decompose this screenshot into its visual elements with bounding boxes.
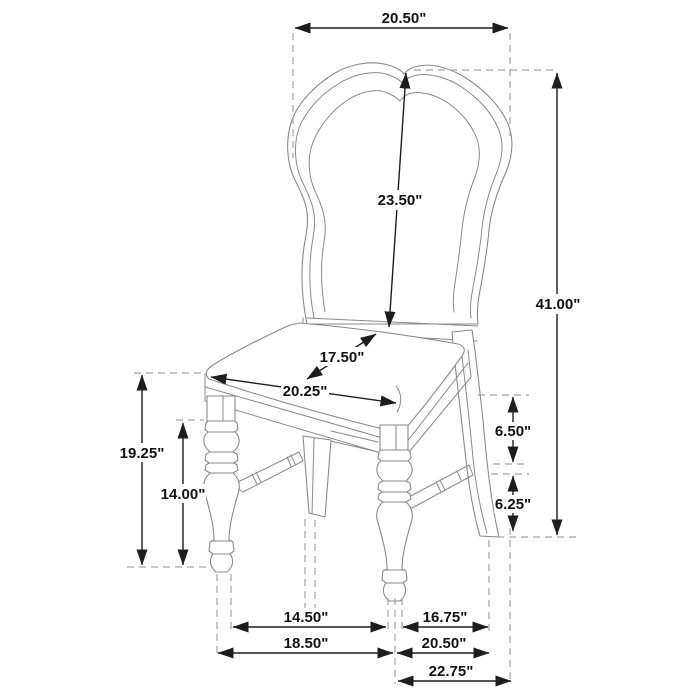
dimension-seat-to-stretcher	[494, 397, 532, 462]
dim-label-overall-height: 41.00"	[535, 296, 581, 313]
dim-label-side-leg-inner-span: 16.75"	[422, 609, 468, 626]
dimension-front-legs-inner-span	[233, 609, 386, 627]
dim-label-front-legs-inner-span: 14.50"	[283, 609, 329, 626]
chair-right-stretcher	[406, 465, 473, 508]
dimension-side-leg-inner-span	[403, 609, 488, 627]
dim-label-overall-depth: 22.75"	[428, 663, 474, 680]
chair-back-left-leg	[303, 436, 331, 517]
dimension-overall-depth	[398, 663, 511, 681]
dimension-front-leg-height	[159, 423, 206, 565]
dim-label-front-legs-outer-span: 18.50"	[283, 635, 329, 652]
dim-label-seat-height: 19.25"	[119, 445, 165, 462]
dimension-stretcher-to-floor	[494, 476, 532, 531]
chair-drawing	[204, 63, 512, 601]
dimension-overall-height	[535, 73, 580, 535]
chair-front-left-leg	[204, 396, 240, 572]
dim-label-backrest-diagonal: 23.50"	[377, 192, 423, 209]
dim-label-front-leg-height: 14.00"	[160, 486, 206, 503]
dim-label-side-leg-outer-span: 20.50"	[421, 635, 467, 652]
dim-label-seat-to-stretcher: 6.50"	[494, 423, 532, 440]
dim-label-back-top-width: 20.50"	[381, 10, 427, 27]
chair-seat-cushion	[206, 323, 464, 433]
dimension-side-leg-outer-span	[397, 635, 489, 653]
dim-label-seat-front-width: 20.25"	[282, 383, 328, 400]
chair-left-stretcher	[237, 452, 303, 492]
dimension-back-top-width	[295, 10, 508, 28]
dim-label-stretcher-to-floor: 6.25"	[494, 496, 532, 513]
dim-label-seat-depth: 17.50"	[319, 349, 365, 366]
chair-back-right-leg	[452, 330, 499, 537]
dimension-front-legs-outer-span	[218, 635, 393, 653]
chair-front-right-leg	[377, 425, 413, 601]
dimension-seat-height	[118, 375, 165, 565]
